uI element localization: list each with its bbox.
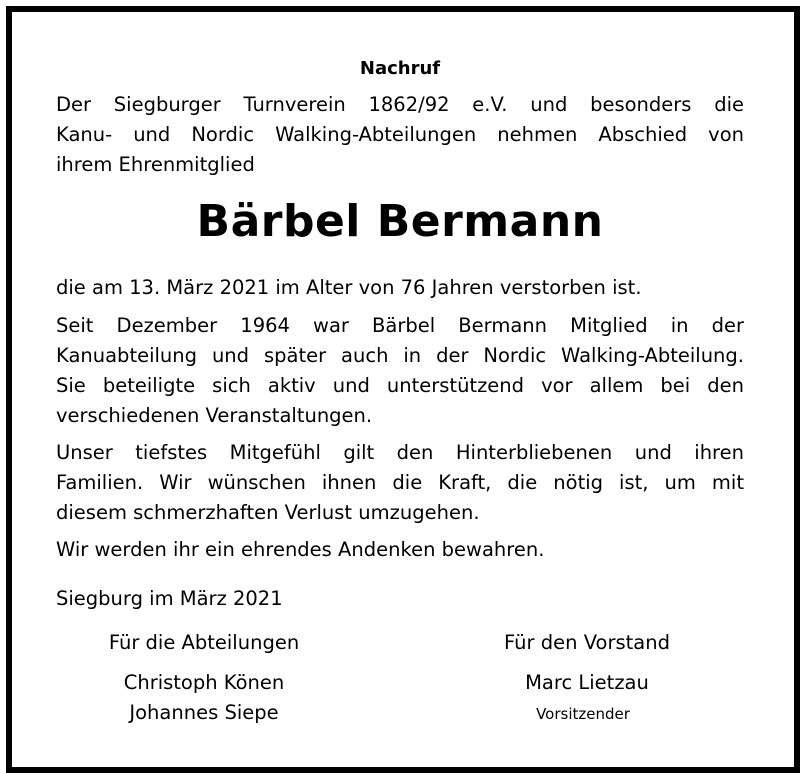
condolence-line: diesem schmerzhaften Verlust umzugehen. [56,501,480,524]
intro-paragraph [56,90,744,180]
notice-heading: Nachruf [359,58,441,79]
place-date: Siegburg im März 2021 [56,587,283,610]
intro-line: Der Siegburger Turnverein 1862/92 e.V. und besonders die [56,93,744,116]
membership-line: verschiedenen Veranstaltungen. [56,404,373,427]
chairman-name: Marc Lietzau [525,671,649,694]
chairman-role: Vorsitzender [536,705,630,723]
intro-line: ihrem Ehrenmitglied [56,153,255,176]
board-heading: Für den Vorstand [504,631,670,654]
signatory-name: Johannes Siepe [129,701,279,724]
intro-line: Kanu- und Nordic Walking-Abteilungen nehmen Abschied von [56,123,744,146]
remembrance-statement: Wir werden ihr ein ehrendes Andenken bewahren. [56,538,545,561]
condolence-line: Familien. Wir wünschen ihnen die Kraft, die nötig ist, um mit [56,471,744,494]
signatory-name: Christoph Könen [123,671,285,694]
condolence-paragraph [56,438,744,528]
death-statement: die am 13. März 2021 im Alter von 76 Jahren verstorben ist. [56,276,642,299]
membership-line: Kanuabteilung und später auch in der Nordic Walking-Abteilung. [56,344,744,367]
membership-line: Seit Dezember 1964 war Bärbel Bermann Mitglied in der [56,314,744,337]
condolence-line: Unser tiefstes Mitgefühl gilt den Hinterbliebenen und ihren [56,441,744,464]
departments-heading: Für die Abteilungen [108,631,300,654]
membership-paragraph [56,311,744,431]
membership-line: Sie beteiligte sich aktiv und unterstützend vor allem bei den [56,374,744,397]
deceased-name: Bärbel Bermann [196,196,604,247]
